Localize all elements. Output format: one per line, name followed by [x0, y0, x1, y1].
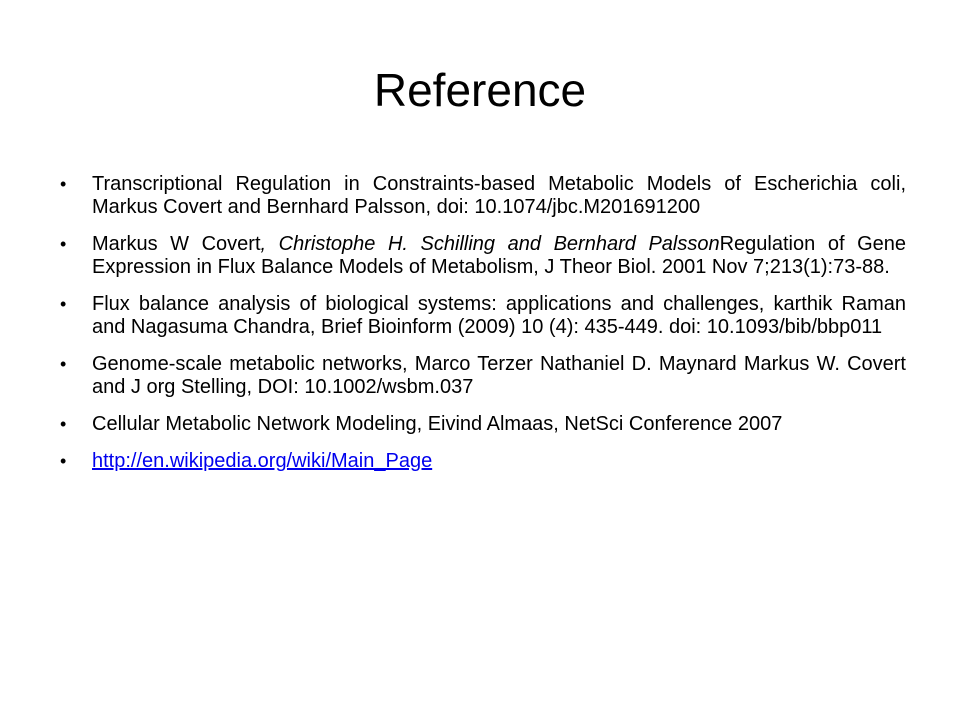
bullet-icon: •: [60, 174, 67, 194]
wikipedia-link[interactable]: http://en.wikipedia.org/wiki/Main_Page: [92, 450, 433, 472]
reference-text: Cellular Metabolic Network Modeling, Eivind Almaas, NetSci Conference 2007: [92, 413, 783, 435]
reference-text: Genome-scale metabolic networks, Marco Terzer Nathaniel D. Maynard Markus W. Covert and J org Stelling, DOI: 10.1002/wsbm.037: [92, 353, 906, 398]
reference-item: [60, 173, 906, 219]
reference-list: [60, 173, 907, 487]
reference-authors: Markus W Covert: [92, 233, 261, 255]
reference-item: [60, 413, 906, 436]
bullet-icon: •: [60, 294, 67, 314]
reference-item: [60, 450, 906, 473]
reference-text: Regulation of Gene Expression in Flux Balance Models of Metabolism, J Theor Biol. 2001 Nov 7;213(1):73-88.: [92, 233, 907, 278]
slide-title: Reference: [373, 64, 587, 116]
bullet-icon: •: [60, 234, 67, 254]
reference-text: Flux balance analysis of biological systems: applications and challenges, karthik Raman and Nagasuma Chandra, Brief Bioinform (2009) 10 (4): 435-449. doi: 10.1093/bib/bbp011: [92, 293, 906, 338]
reference-item: [60, 353, 906, 399]
reference-item: [60, 293, 906, 339]
reference-item: [60, 233, 907, 279]
reference-text: Transcriptional Regulation in Constraints-based Metabolic Models of Escherichia coli, Markus Covert and Bernhard Palsson, doi: 10.1074/jbc.M201691200: [92, 173, 906, 218]
bullet-icon: •: [60, 354, 67, 374]
reference-authors-italic: , Christophe H. Schilling and Bernhard Palsson: [260, 233, 720, 255]
bullet-icon: •: [60, 414, 67, 434]
bullet-icon: •: [60, 451, 67, 471]
